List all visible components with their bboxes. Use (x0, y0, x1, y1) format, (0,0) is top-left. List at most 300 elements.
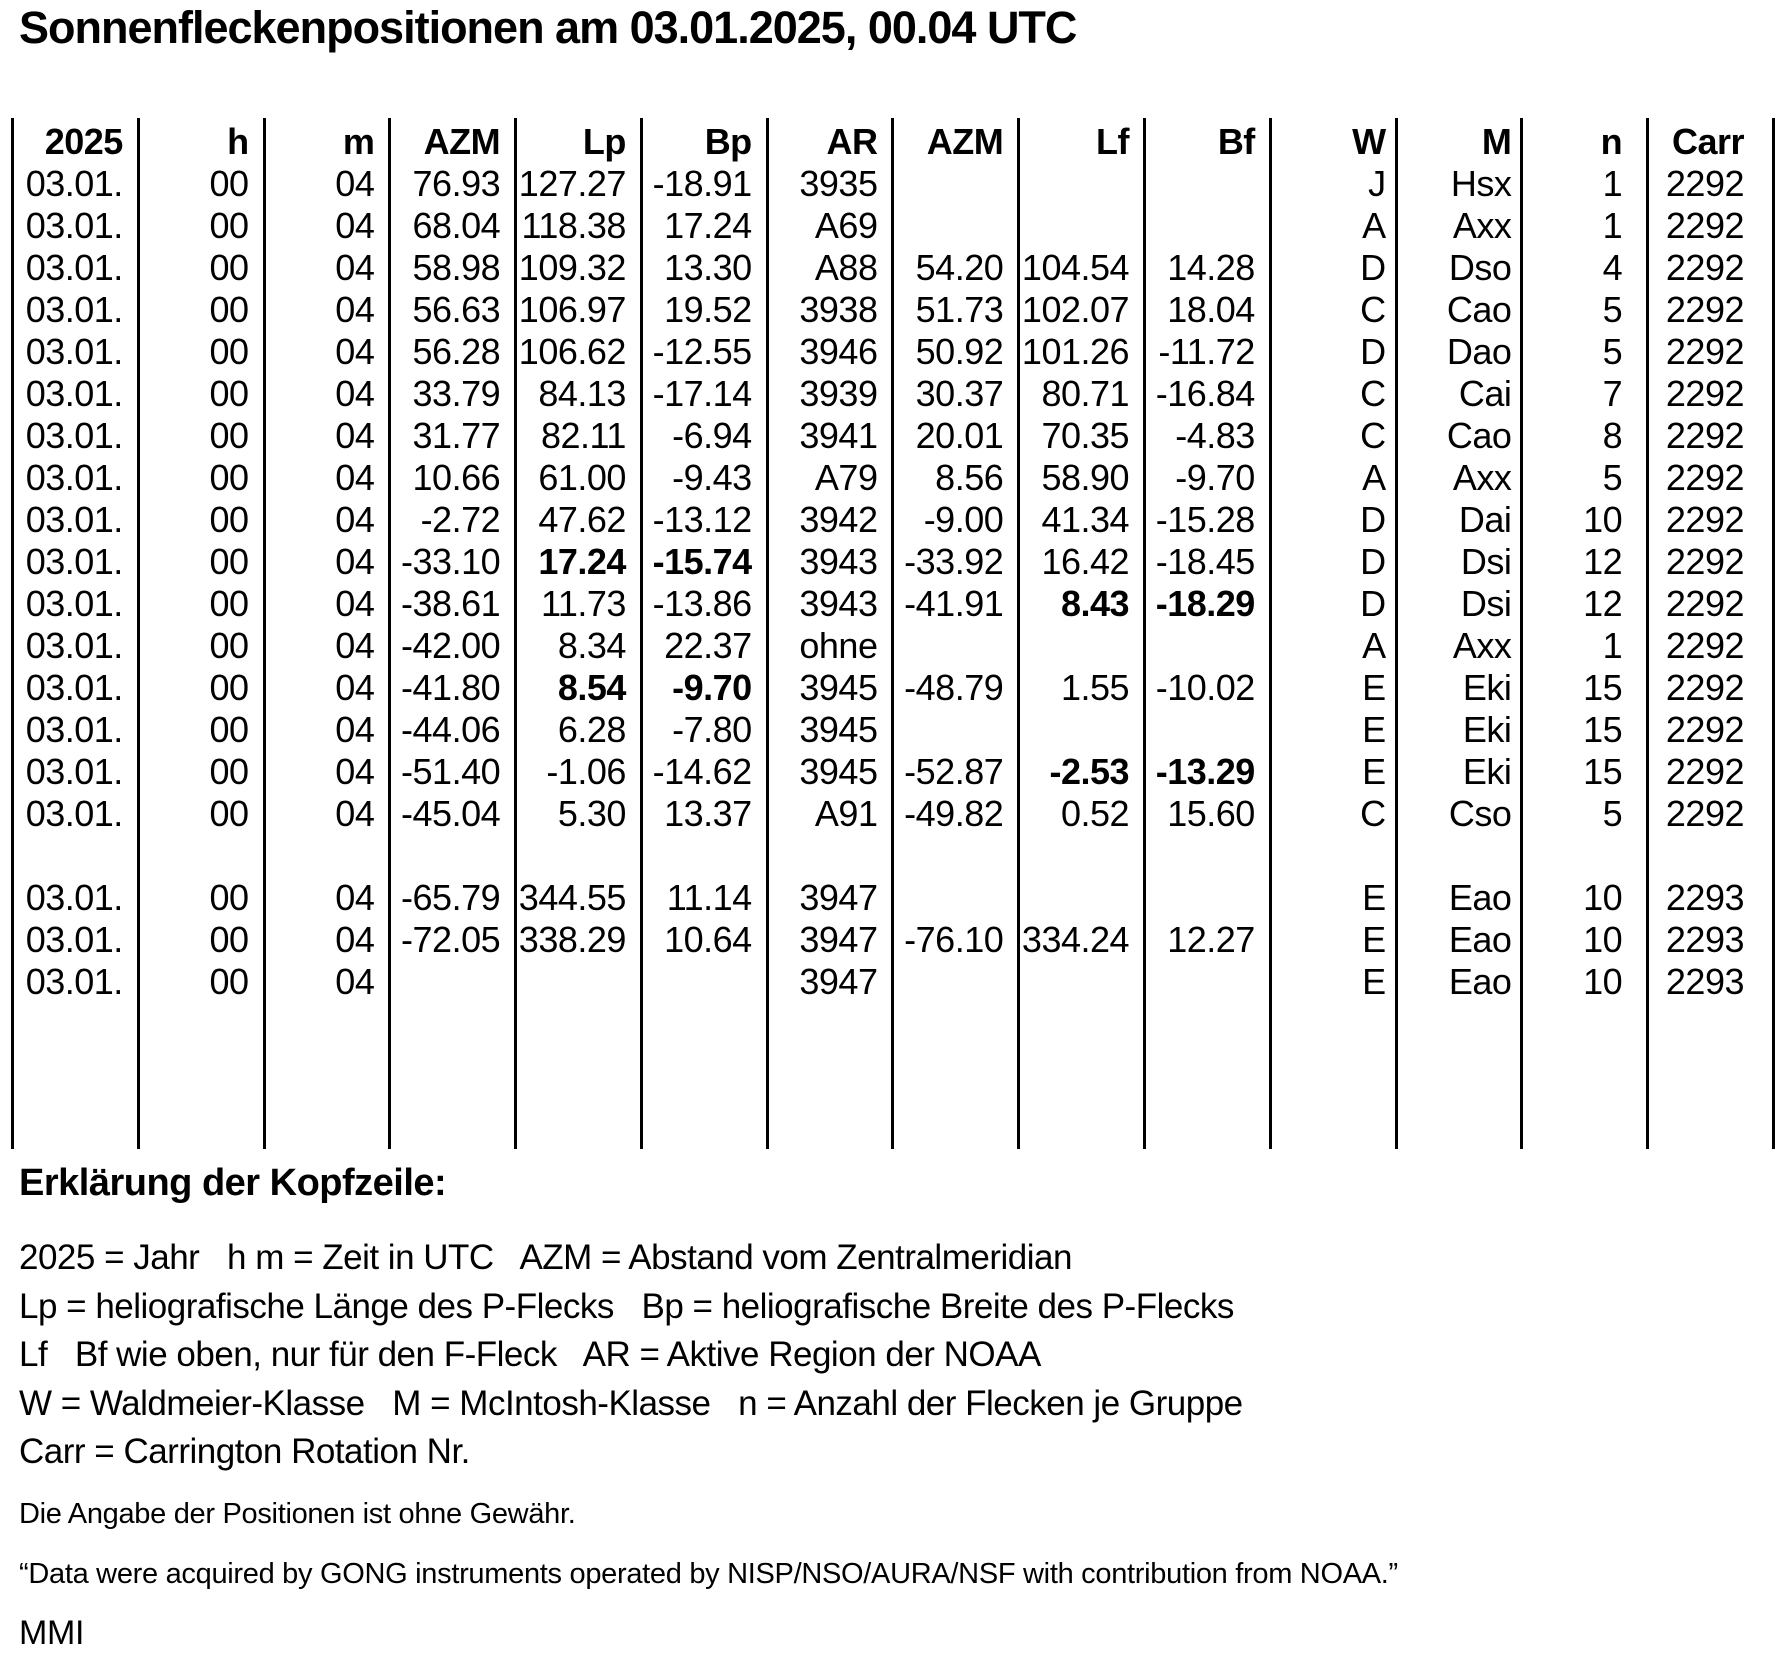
table-cell: D (1270, 247, 1396, 289)
table-row (13, 919, 1774, 961)
table-cell: -9.00 (893, 499, 1019, 541)
page-title: Sonnenfleckenpositionen am 03.01.2025, 00.04 UTC (19, 2, 1077, 53)
table-cell: 2292 (1648, 247, 1774, 289)
table-cell: -18.29 (1145, 583, 1271, 625)
table-cell: -9.70 (641, 667, 767, 709)
table-cell: 15.60 (1145, 793, 1271, 835)
table-row (13, 751, 1774, 793)
group-spacer-row (13, 835, 1774, 877)
table-cell: 3941 (767, 415, 893, 457)
table-cell (1396, 835, 1522, 877)
table-cell: 00 (138, 667, 264, 709)
table-cell: 2292 (1648, 163, 1774, 205)
table-cell: 47.62 (516, 499, 642, 541)
table-cell: 3947 (767, 919, 893, 961)
table-cell: 2292 (1648, 289, 1774, 331)
table-row (13, 625, 1774, 667)
table-cell (641, 961, 767, 1003)
table-cell: -18.91 (641, 163, 767, 205)
table-cell: -48.79 (893, 667, 1019, 709)
table-cell: 106.62 (516, 331, 642, 373)
table-cell: 338.29 (516, 919, 642, 961)
table-cell: 2292 (1648, 415, 1774, 457)
table-cell: 04 (264, 583, 390, 625)
table-cell: 2292 (1648, 331, 1774, 373)
col-header-12-n: n (1522, 118, 1648, 163)
table-cell: 50.92 (893, 331, 1019, 373)
table-cell (516, 1003, 642, 1149)
table-cell: -49.82 (893, 793, 1019, 835)
table-cell: -41.80 (390, 667, 516, 709)
table-cell: Cao (1396, 289, 1522, 331)
table-cell: ohne (767, 625, 893, 667)
table-cell: 7 (1522, 373, 1648, 415)
table-cell: 04 (264, 373, 390, 415)
table-cell (767, 835, 893, 877)
table-cell (138, 1003, 264, 1149)
table-cell: 04 (264, 247, 390, 289)
table-cell: Axx (1396, 205, 1522, 247)
table-cell: 31.77 (390, 415, 516, 457)
table-cell: 3935 (767, 163, 893, 205)
table-cell: 03.01. (13, 793, 139, 835)
table-cell: 6.28 (516, 709, 642, 751)
table-cell: 03.01. (13, 877, 139, 919)
table-cell: 334.24 (1019, 919, 1145, 961)
table-cell: 04 (264, 163, 390, 205)
col-header-2-m: m (264, 118, 390, 163)
table-cell: 51.73 (893, 289, 1019, 331)
table-cell: 58.90 (1019, 457, 1145, 499)
table-cell: 14.28 (1145, 247, 1271, 289)
table-cell: 03.01. (13, 583, 139, 625)
table-cell (893, 961, 1019, 1003)
table-cell: 11.14 (641, 877, 767, 919)
table-cell: Eki (1396, 709, 1522, 751)
table-cell (516, 961, 642, 1003)
table-cell: E (1270, 751, 1396, 793)
table-cell: -11.72 (1145, 331, 1271, 373)
position-disclaimer: Die Angabe der Positionen ist ohne Gewähr. (19, 1498, 576, 1530)
table-cell: -13.12 (641, 499, 767, 541)
table-cell: -4.83 (1145, 415, 1271, 457)
table-cell: 03.01. (13, 373, 139, 415)
table-cell (1145, 163, 1271, 205)
table-row (13, 247, 1774, 289)
table-cell: D (1270, 541, 1396, 583)
table-cell (1145, 961, 1271, 1003)
table-cell: Dai (1396, 499, 1522, 541)
table-cell: 04 (264, 793, 390, 835)
table-cell (1145, 625, 1271, 667)
table-cell: 2292 (1648, 583, 1774, 625)
table-cell (264, 1003, 390, 1149)
table-cell (1145, 1003, 1271, 1149)
table-cell: 13.30 (641, 247, 767, 289)
table-cell: 03.01. (13, 331, 139, 373)
table-cell: 04 (264, 961, 390, 1003)
col-header-4-lp: Lp (516, 118, 642, 163)
table-cell: 12 (1522, 541, 1648, 583)
table-cell: 00 (138, 163, 264, 205)
table-cell (516, 835, 642, 877)
table-cell: 8.54 (516, 667, 642, 709)
table-cell: 10.64 (641, 919, 767, 961)
table-cell: 10 (1522, 919, 1648, 961)
table-cell: E (1270, 919, 1396, 961)
table-cell: -1.06 (516, 751, 642, 793)
table-cell: 8.43 (1019, 583, 1145, 625)
table-row (13, 499, 1774, 541)
table-cell: 5 (1522, 457, 1648, 499)
table-cell: 04 (264, 541, 390, 583)
table-cell: 04 (264, 415, 390, 457)
table-cell: -9.43 (641, 457, 767, 499)
table-cell (893, 1003, 1019, 1149)
table-cell: -33.92 (893, 541, 1019, 583)
table-cell: 18.04 (1145, 289, 1271, 331)
table-cell: C (1270, 289, 1396, 331)
table-cell: -72.05 (390, 919, 516, 961)
table-cell: -65.79 (390, 877, 516, 919)
table-cell: 03.01. (13, 961, 139, 1003)
table-cell: -6.94 (641, 415, 767, 457)
table-cell (1019, 835, 1145, 877)
table-cell: 3945 (767, 667, 893, 709)
table-cell: E (1270, 667, 1396, 709)
table-cell: 8.56 (893, 457, 1019, 499)
table-cell: 17.24 (516, 541, 642, 583)
table-cell: 2292 (1648, 541, 1774, 583)
table-cell: 00 (138, 877, 264, 919)
table-row (13, 583, 1774, 625)
table-cell: -18.45 (1145, 541, 1271, 583)
table-cell: J (1270, 163, 1396, 205)
table-cell: 03.01. (13, 625, 139, 667)
table-cell (390, 961, 516, 1003)
table-cell: D (1270, 499, 1396, 541)
table-row (13, 205, 1774, 247)
table-cell: 2292 (1648, 709, 1774, 751)
table-row (13, 373, 1774, 415)
table-cell: 1 (1522, 625, 1648, 667)
table-cell: 03.01. (13, 289, 139, 331)
legend-line: Lp = heliografische Länge des P-Flecks Bp = heliografische Breite des P-Flecks (19, 1286, 1234, 1326)
table-cell: 3945 (767, 709, 893, 751)
table-cell (1396, 1003, 1522, 1149)
table-cell: 13.37 (641, 793, 767, 835)
table-cell: Eao (1396, 919, 1522, 961)
table-cell: 04 (264, 457, 390, 499)
col-header-1-h: h (138, 118, 264, 163)
table-cell: 80.71 (1019, 373, 1145, 415)
table-cell (1270, 835, 1396, 877)
table-row (13, 667, 1774, 709)
table-cell: 00 (138, 247, 264, 289)
table-cell: 00 (138, 583, 264, 625)
table-cell: -14.62 (641, 751, 767, 793)
table-cell: C (1270, 373, 1396, 415)
table-cell (1522, 835, 1648, 877)
table-cell: A (1270, 205, 1396, 247)
table-cell: 19.52 (641, 289, 767, 331)
table-cell (893, 877, 1019, 919)
table-cell: 04 (264, 709, 390, 751)
table-cell: 58.98 (390, 247, 516, 289)
table-cell: 00 (138, 205, 264, 247)
explanation-heading: Erklärung der Kopfzeile: (19, 1162, 447, 1204)
table-cell: 2293 (1648, 877, 1774, 919)
legend-line: W = Waldmeier-Klasse M = McIntosh-Klasse n = Anzahl der Flecken je Gruppe (19, 1383, 1243, 1423)
table-cell (1019, 709, 1145, 751)
table-cell (13, 1003, 139, 1149)
table-cell: 00 (138, 415, 264, 457)
table-cell: 70.35 (1019, 415, 1145, 457)
table-cell: Dao (1396, 331, 1522, 373)
table-cell: 8 (1522, 415, 1648, 457)
table-cell: Eki (1396, 667, 1522, 709)
table-cell: C (1270, 415, 1396, 457)
table-cell: 3947 (767, 877, 893, 919)
table-cell: -16.84 (1145, 373, 1271, 415)
table-cell: Eao (1396, 877, 1522, 919)
table-cell: 03.01. (13, 541, 139, 583)
table-cell: 00 (138, 625, 264, 667)
table-cell: E (1270, 961, 1396, 1003)
table-cell: 11.73 (516, 583, 642, 625)
table-cell: 03.01. (13, 751, 139, 793)
table-cell: 3943 (767, 541, 893, 583)
table-cell: 15 (1522, 709, 1648, 751)
table-cell (13, 835, 139, 877)
table-cell (1270, 1003, 1396, 1149)
table-cell: 03.01. (13, 247, 139, 289)
table-cell (1019, 625, 1145, 667)
col-header-6-ar: AR (767, 118, 893, 163)
table-cell: 03.01. (13, 499, 139, 541)
table-cell: 118.38 (516, 205, 642, 247)
col-header-3-azm: AZM (390, 118, 516, 163)
table-cell: 03.01. (13, 457, 139, 499)
table-cell: 04 (264, 289, 390, 331)
table-cell (893, 709, 1019, 751)
table-cell: 3947 (767, 961, 893, 1003)
table-cell (641, 835, 767, 877)
table-cell: 61.00 (516, 457, 642, 499)
table-cell: Cai (1396, 373, 1522, 415)
table-cell (1522, 1003, 1648, 1149)
table-cell: 1 (1522, 205, 1648, 247)
table-cell (1019, 1003, 1145, 1149)
table-cell: -52.87 (893, 751, 1019, 793)
table-cell: 2293 (1648, 961, 1774, 1003)
table-row (13, 163, 1774, 205)
table-cell: 03.01. (13, 709, 139, 751)
author-signature: MMI (19, 1614, 85, 1652)
table-cell: 00 (138, 961, 264, 1003)
table-cell (390, 835, 516, 877)
table-cell: 5 (1522, 793, 1648, 835)
table-cell: 10 (1522, 877, 1648, 919)
table-cell: 2292 (1648, 205, 1774, 247)
table-cell: 20.01 (893, 415, 1019, 457)
table-cell: -7.80 (641, 709, 767, 751)
table-cell: 00 (138, 373, 264, 415)
table-cell: -10.02 (1145, 667, 1271, 709)
table-cell: 10.66 (390, 457, 516, 499)
table-cell: 2292 (1648, 373, 1774, 415)
table-cell: E (1270, 877, 1396, 919)
table-cell (1648, 835, 1774, 877)
table-cell (138, 835, 264, 877)
col-header-7-azm: AZM (893, 118, 1019, 163)
table-cell: 109.32 (516, 247, 642, 289)
table-cell: 00 (138, 709, 264, 751)
table-cell: 82.11 (516, 415, 642, 457)
table-cell: -38.61 (390, 583, 516, 625)
table-cell: 12.27 (1145, 919, 1271, 961)
table-cell (893, 835, 1019, 877)
table-row (13, 289, 1774, 331)
table-cell: 00 (138, 541, 264, 583)
table-cell (1019, 205, 1145, 247)
table-cell: -9.70 (1145, 457, 1271, 499)
table-cell: 04 (264, 331, 390, 373)
table-cell: 68.04 (390, 205, 516, 247)
table-cell: Eao (1396, 961, 1522, 1003)
table-cell: 76.93 (390, 163, 516, 205)
table-cell: Axx (1396, 625, 1522, 667)
table-cell: 3938 (767, 289, 893, 331)
table-cell: 2293 (1648, 919, 1774, 961)
table-cell: 3945 (767, 751, 893, 793)
table-cell (1019, 163, 1145, 205)
table-row (13, 541, 1774, 583)
table-cell (264, 835, 390, 877)
table-cell (1145, 835, 1271, 877)
col-header-0-2025: 2025 (13, 118, 139, 163)
table-cell (893, 163, 1019, 205)
table-cell: 03.01. (13, 415, 139, 457)
col-header-5-bp: Bp (641, 118, 767, 163)
table-cell: 04 (264, 625, 390, 667)
table-cell: Hsx (1396, 163, 1522, 205)
table-cell: A79 (767, 457, 893, 499)
table-row (13, 709, 1774, 751)
table-row (13, 877, 1774, 919)
header-legend (19, 1234, 1243, 1477)
table-cell: A (1270, 457, 1396, 499)
table-cell: 101.26 (1019, 331, 1145, 373)
table-cell: 4 (1522, 247, 1648, 289)
table-cell (1145, 877, 1271, 919)
table-cell: 127.27 (516, 163, 642, 205)
table-row (13, 415, 1774, 457)
table-cell: -45.04 (390, 793, 516, 835)
table-cell: Dso (1396, 247, 1522, 289)
table-cell: -17.14 (641, 373, 767, 415)
table-cell: 03.01. (13, 205, 139, 247)
table-cell: 8.34 (516, 625, 642, 667)
table-cell: 00 (138, 457, 264, 499)
table-cell: -13.86 (641, 583, 767, 625)
table-cell: 10 (1522, 961, 1648, 1003)
table-cell: 344.55 (516, 877, 642, 919)
table-filler-row (13, 1003, 1774, 1149)
table-cell: 03.01. (13, 919, 139, 961)
table-cell: 04 (264, 877, 390, 919)
table-cell: D (1270, 331, 1396, 373)
table-cell: 33.79 (390, 373, 516, 415)
table-cell: A91 (767, 793, 893, 835)
table-cell: 3946 (767, 331, 893, 373)
table-cell: 3939 (767, 373, 893, 415)
table-row (13, 793, 1774, 835)
table-cell: Cao (1396, 415, 1522, 457)
table-cell: E (1270, 709, 1396, 751)
table-cell: 22.37 (641, 625, 767, 667)
table-cell (1145, 709, 1271, 751)
table-cell: 12 (1522, 583, 1648, 625)
table-cell (893, 625, 1019, 667)
table-cell: 0.52 (1019, 793, 1145, 835)
table-cell: Dsi (1396, 541, 1522, 583)
table-cell: 17.24 (641, 205, 767, 247)
table-cell: 54.20 (893, 247, 1019, 289)
table-cell (1019, 877, 1145, 919)
table-cell: 15 (1522, 751, 1648, 793)
table-cell (390, 1003, 516, 1149)
table-cell: 5 (1522, 289, 1648, 331)
table-cell: 00 (138, 499, 264, 541)
legend-line: Carr = Carrington Rotation Nr. (19, 1432, 470, 1471)
table-cell: Cso (1396, 793, 1522, 835)
table-cell: 106.97 (516, 289, 642, 331)
table-cell: 15 (1522, 667, 1648, 709)
table-cell: A (1270, 625, 1396, 667)
table-cell: 2292 (1648, 751, 1774, 793)
col-header-11-m: M (1396, 118, 1522, 163)
table-cell: -12.55 (641, 331, 767, 373)
table-cell: 10 (1522, 499, 1648, 541)
table-cell: 03.01. (13, 163, 139, 205)
col-header-8-lf: Lf (1019, 118, 1145, 163)
table-cell: 5 (1522, 331, 1648, 373)
table-cell: A88 (767, 247, 893, 289)
table-cell: C (1270, 793, 1396, 835)
table-cell: 104.54 (1019, 247, 1145, 289)
table-cell: 5.30 (516, 793, 642, 835)
table-cell: -2.72 (390, 499, 516, 541)
table-cell: 00 (138, 793, 264, 835)
table-cell: 1.55 (1019, 667, 1145, 709)
table-cell: 04 (264, 667, 390, 709)
table-cell: 04 (264, 919, 390, 961)
table-cell: 16.42 (1019, 541, 1145, 583)
legend-line: 2025 = Jahr h m = Zeit in UTC AZM = Abstand vom Zentralmeridian (19, 1238, 1072, 1277)
table-cell (767, 1003, 893, 1149)
table-cell: 00 (138, 289, 264, 331)
table-cell: 2292 (1648, 499, 1774, 541)
table-cell: 00 (138, 751, 264, 793)
table-cell: 1 (1522, 163, 1648, 205)
table-cell: Eki (1396, 751, 1522, 793)
table-row (13, 331, 1774, 373)
table-cell: D (1270, 583, 1396, 625)
table-cell: 3943 (767, 583, 893, 625)
table-cell: Axx (1396, 457, 1522, 499)
legend-line: Lf Bf wie oben, nur für den F-Fleck AR = Aktive Region der NOAA (19, 1335, 1041, 1374)
